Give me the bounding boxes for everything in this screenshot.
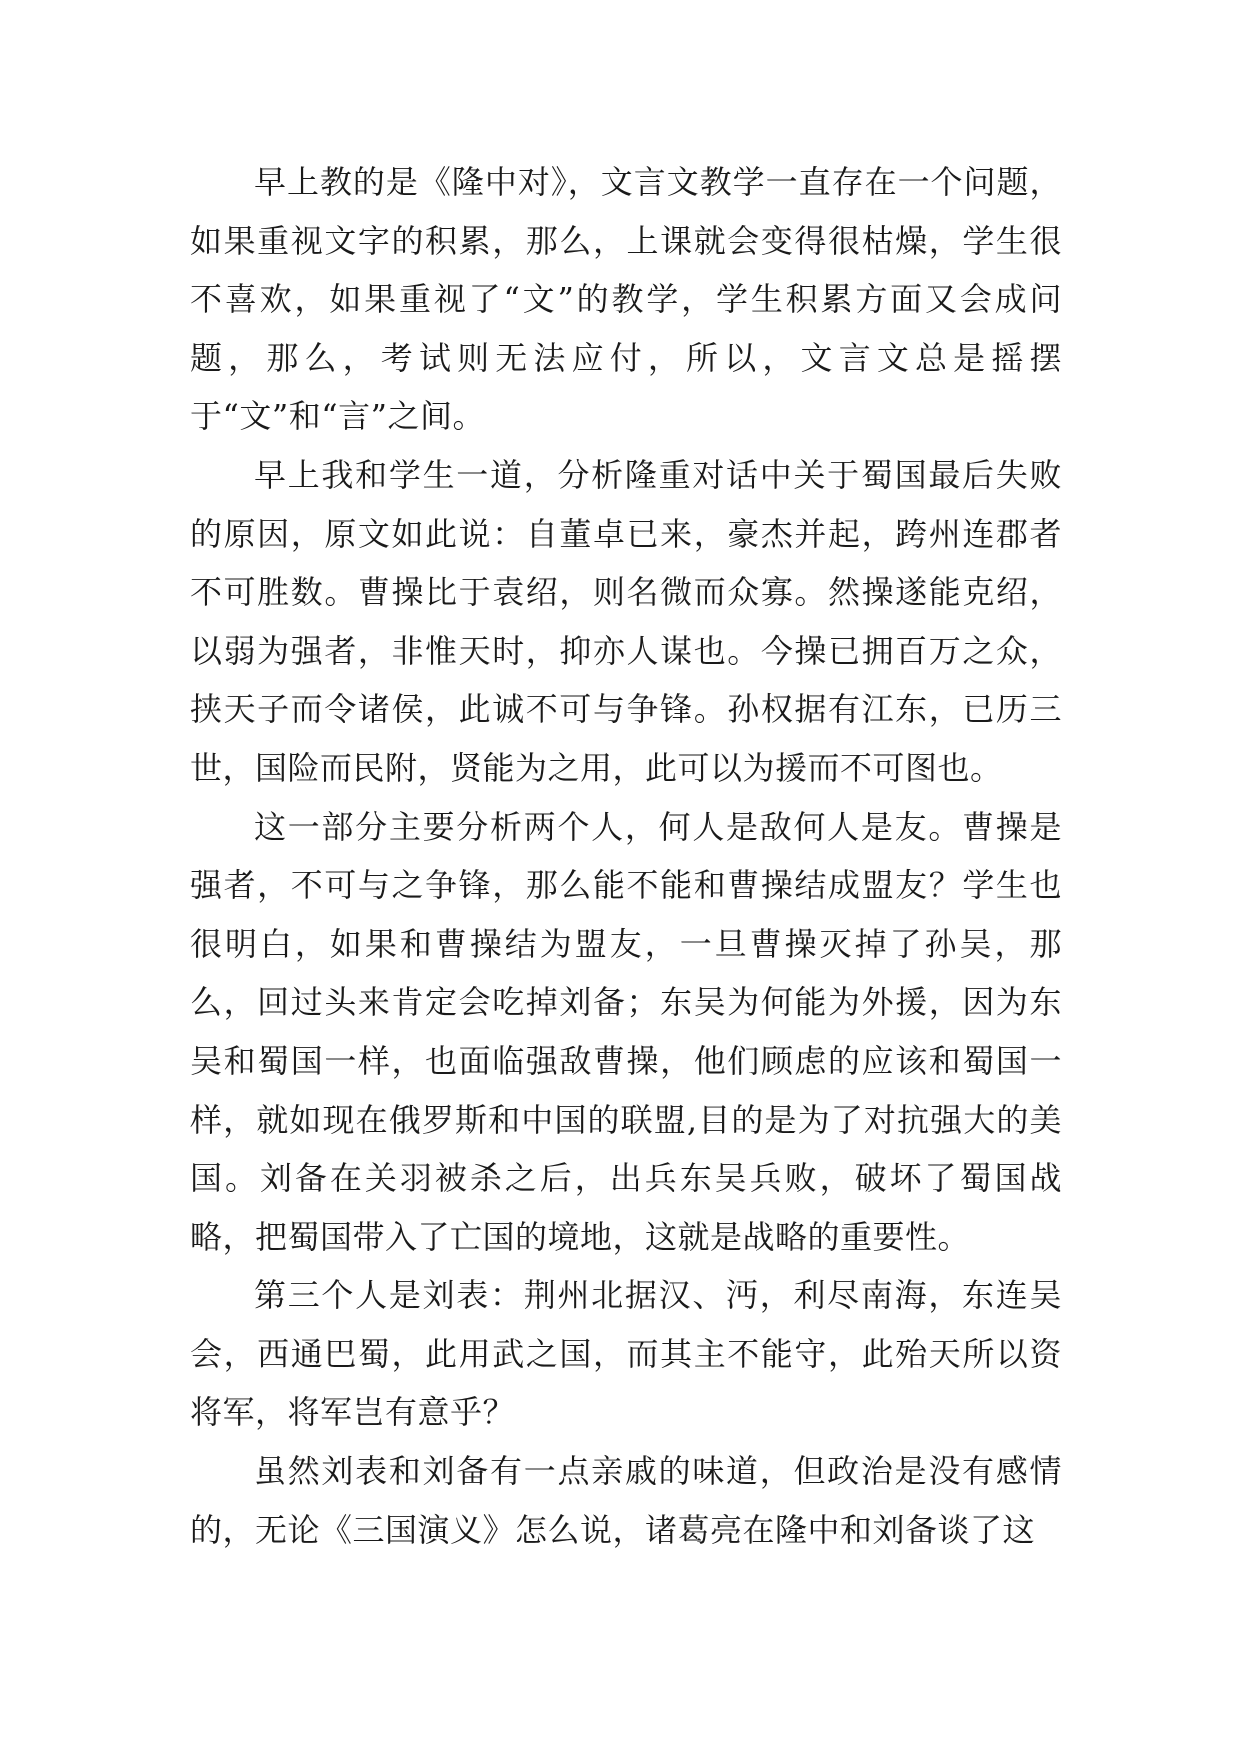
paragraph-2: 早上我和学生一道，分析隆重对话中关于蜀国最后失败的原因，原文如此说：自董卓已来，豪杰并起，跨州连郡者不可胜数。曹操比于袁绍，则名微而众寡。然操遂能克绍，以弱为强者，非惟天时，抑亦人谋也。今操已拥百万之众，挟天子而令诸侯，此诚不可与争锋。孙权据有江东，已历三世，国险而民附，贤能为之用，此可以为援而不可图也。 (190, 455, 1062, 787)
paragraph-1: 早上教的是《隆中对》，文言文教学一直存在一个问题，如果重视文字的积累，那么，上课就会变得很枯燥，学生很不喜欢，如果重视了“文”的教学，学生积累方面又会成问题，那么，考试则无法应付，所以，文言文总是摇摆于“文”和“言”之间。 (190, 163, 1062, 436)
paragraph-5: 虽然刘表和刘备有一点亲戚的味道，但政治是没有感情的，无论《三国演义》怎么说，诸葛亮在隆中和刘备谈了这 (190, 1452, 1062, 1549)
document-body (190, 153, 1062, 1559)
paragraph-4: 第三个人是刘表：荆州北据汉、沔，利尽南海，东连吴会，西通巴蜀，此用武之国，而其主不能守，此殆天所以资将军，将军岂有意乎？ (190, 1276, 1062, 1432)
paragraph-3: 这一部分主要分析两个人，何人是敌何人是友。曹操是强者，不可与之争锋，那么能不能和曹操结成盟友？学生也很明白，如果和曹操结为盟友，一旦曹操灭掉了孙吴，那么，回过头来肯定会吃掉刘备；东吴为何能为外援，因为东吴和蜀国一样，也面临强敌曹操，他们顾虑的应该和蜀国一样，就如现在俄罗斯和中国的联盟,目的是为了对抗强大的美国。刘备在关羽被杀之后，出兵东吴兵败，破坏了蜀国战略，把蜀国带入了亡国的境地，这就是战略的重要性。 (190, 807, 1062, 1256)
